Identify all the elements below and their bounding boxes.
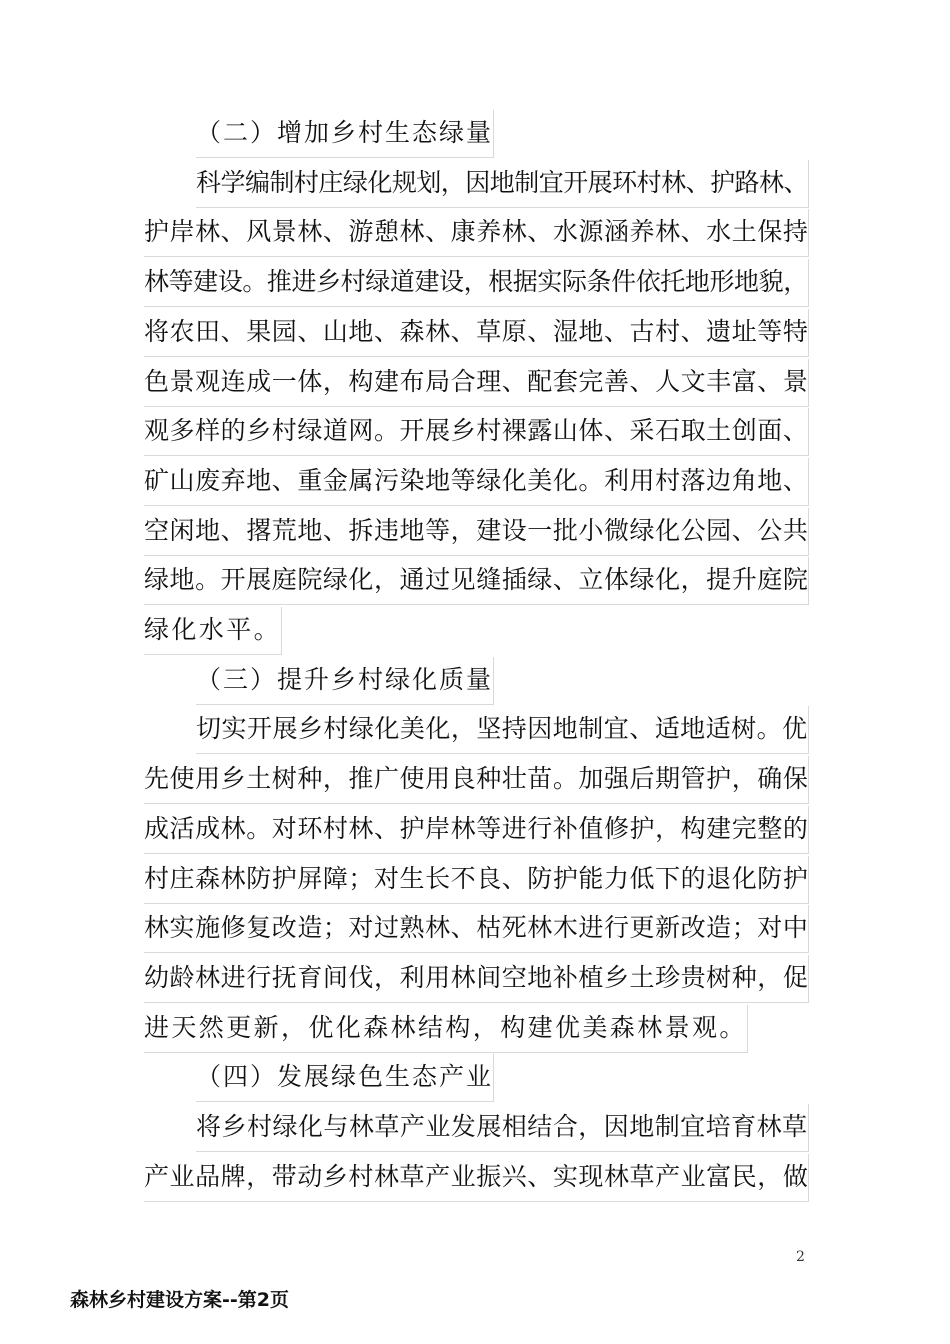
- text-line: 矿山废弃地、重金属污染地等绿化美化。利用村落边角地、: [144, 458, 809, 506]
- text-line: 科学编制村庄绿化规划，因地制宜开展环村林、护路林、: [196, 160, 809, 208]
- text-line: 先使用乡土树种，推广使用良种壮苗。加强后期管护，确保: [144, 756, 809, 804]
- page-number: 2: [796, 1249, 805, 1265]
- text-line: 林实施修复改造；对过熟林、枯死林木进行更新改造；对中: [144, 905, 809, 953]
- section-heading: （二）增加乡村生态绿量: [196, 110, 494, 158]
- text-line: 护岸林、风景林、游憩林、康养林、水源涵养林、水土保持: [144, 209, 809, 257]
- text-line: 观多样的乡村绿道网。开展乡村裸露山体、采石取土创面、: [144, 408, 809, 456]
- text-line: 将农田、果园、山地、森林、草原、湿地、古村、遗址等特: [144, 309, 809, 357]
- text-line: 空闲地、撂荒地、拆违地等，建设一批小微绿化公园、公共: [144, 508, 809, 556]
- text-line: 进天然更新，优化森林结构，构建优美森林景观。: [144, 1005, 748, 1053]
- text-line: 绿地。开展庭院绿化，通过见缝插绿、立体绿化，提升庭院: [144, 557, 809, 605]
- text-line: 村庄森林防护屏障；对生长不良、防护能力低下的退化防护: [144, 856, 809, 904]
- text-line: 色景观连成一体，构建布局合理、配套完善、人文丰富、景: [144, 359, 809, 407]
- section-heading: （四）发展绿色生态产业: [196, 1054, 494, 1102]
- text-line: 切实开展乡村绿化美化，坚持因地制宜、适地适树。优: [196, 706, 809, 754]
- text-line: 幼龄林进行抚育间伐，利用林间空地补植乡土珍贵树种，促: [144, 955, 809, 1003]
- text-line: 将乡村绿化与林草产业发展相结合，因地制宜培育林草: [196, 1104, 809, 1152]
- text-line: 成活成林。对环村林、护岸林等进行补值修护，构建完整的: [144, 806, 809, 854]
- footer-title: 森林乡村建设方案--第2页: [70, 1289, 289, 1311]
- text-line: 林等建设。推进乡村绿道建设，根据实际条件依托地形地貌，: [144, 259, 809, 307]
- text-line: 绿化水平。: [144, 607, 282, 655]
- section-heading: （三）提升乡村绿化质量: [196, 657, 494, 705]
- text-line: 产业品牌，带动乡村林草产业振兴、实现林草产业富民，做: [144, 1154, 809, 1202]
